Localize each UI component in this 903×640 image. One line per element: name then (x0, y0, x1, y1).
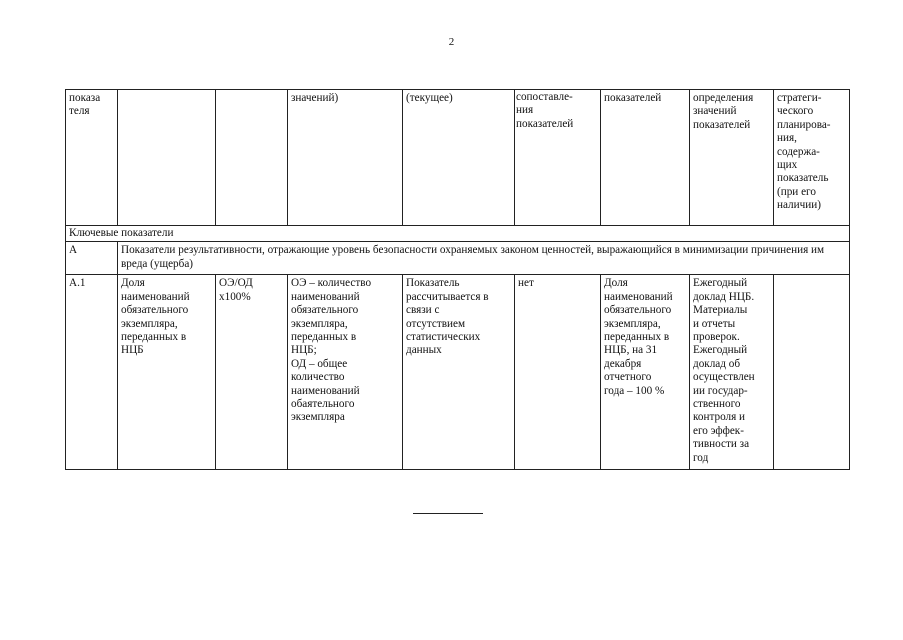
header-cell (118, 90, 216, 226)
indicator-current-value: Показатель рассчитывается в связи с отсутствием статистических данных (403, 275, 515, 470)
header-cell: показателей (601, 90, 690, 226)
indicator-sources: Ежегодный доклад НЦБ. Материалы и отчеты проверок. Ежегодный доклад об осуществлен ии государ- ственного контроля и его эффек- тивности за год (690, 275, 774, 470)
header-cell: определения значений показателей (690, 90, 774, 226)
group-code: А (66, 242, 118, 275)
indicators-table (65, 89, 850, 470)
group-row (66, 242, 850, 275)
page-number: 2 (448, 36, 455, 48)
indicator-name: Доля наименований обязательного экземпляра, переданных в НЦБ (118, 275, 216, 470)
section-row (66, 226, 850, 242)
header-cell: показа теля (66, 90, 118, 226)
indicator-variables: ОЭ – количество наименований обязательного экземпляра, переданных в НЦБ; ОД – общее количество наименований обаятельного экземпляра (288, 275, 403, 470)
header-cell: стратеги- ческого планирова- ния, содержа- щих показатель (при его наличии) (774, 90, 850, 226)
footer-rule (413, 513, 483, 514)
indicator-formula: ОЭ/ОД х100% (216, 275, 288, 470)
indicator-comparison: нет (515, 275, 601, 470)
header-cell: (текущее) (403, 90, 515, 226)
section-title: Ключевые показатели (66, 226, 850, 242)
table-row (66, 275, 850, 470)
indicator-documents (774, 275, 850, 470)
header-continuation-row (66, 90, 850, 226)
header-cell: сопоставле- ния показателей (515, 90, 601, 226)
header-cell (216, 90, 288, 226)
header-cell: значений) (288, 90, 403, 226)
indicator-target: Доля наименований обязательного экземпляра, переданных в НЦБ, на 31 декабря отчетного года – 100 % (601, 275, 690, 470)
group-title: Показатели результативности, отражающие уровень безопасности охраняемых законом ценностей, выражающийся в минимизации причинения им вреда (ущерба) (118, 242, 850, 275)
indicator-code: А.1 (66, 275, 118, 470)
